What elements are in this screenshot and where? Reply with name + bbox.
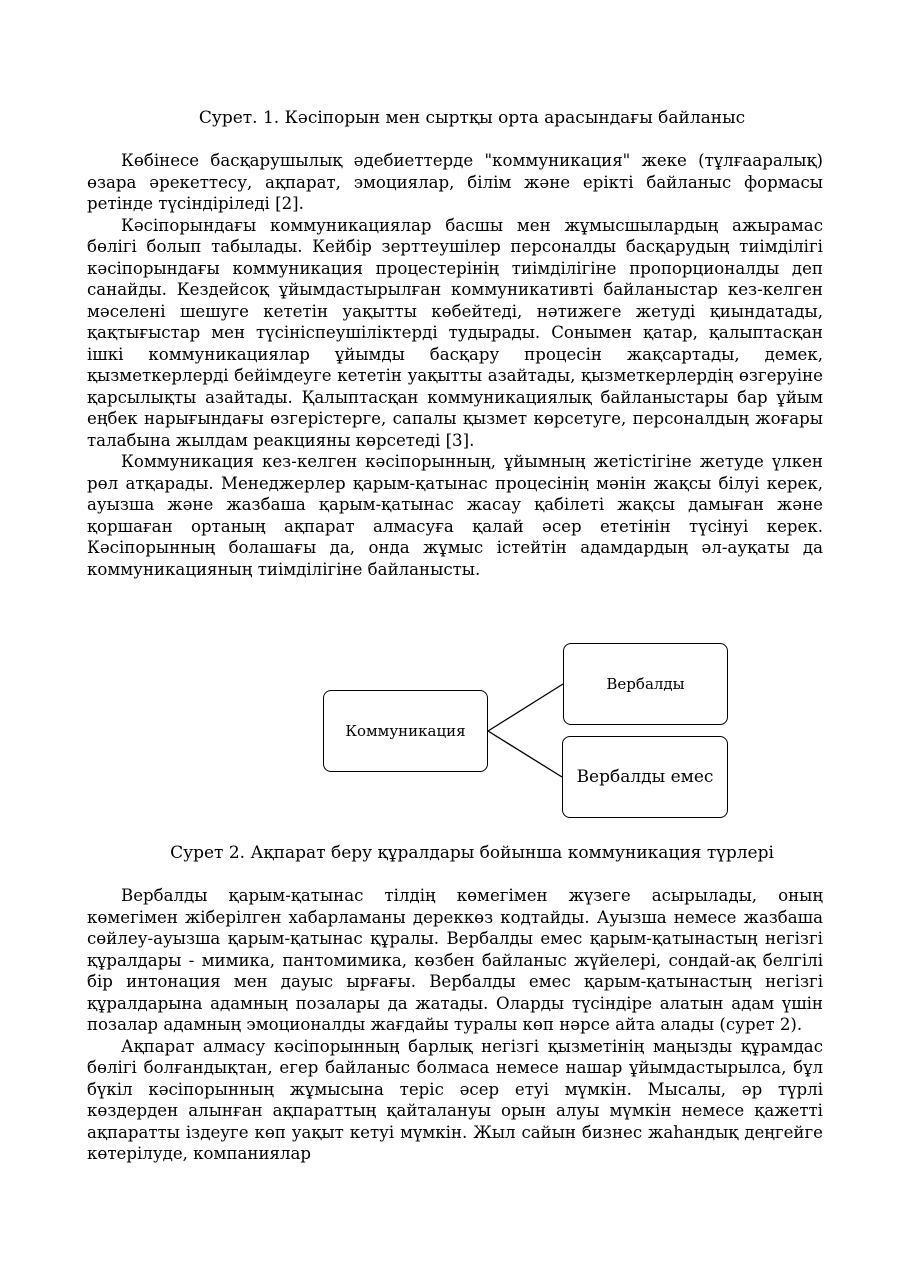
diagram-node-communication: Коммуникация [323,690,488,772]
text-section-1 [87,150,823,580]
paragraph-1: Көбінесе басқарушылық әдебиеттерде "коммуникация" жеке (тұлғааралық) өзара әрекеттесу, ақпарат, эмоциялар, білім және еріктi байланыс формасы ретінде түсіндіріледі [2]. [87,151,823,213]
paragraph-2: Кәсіпорындағы коммуникациялар басшы мен жұмысшылардың ажырамас бөлігі болып табылады. Кейбір зерттеушілер персоналды басқарудың тиімділігі кәсіпорындағы коммуникация процестерінің тиімділігіне пропорционалды деп санайды. Кездейсоқ ұйымдастырылған коммуникативті байланыстар кез-келген мәселені шешуге кететін уақытты көбейтеді, нәтижеге жетуді қиындатады, қақтығыстар мен түсініспеушіліктерді тудырады. Сонымен қатар, қалыптасқан ішкі коммуникациялар ұйымды басқару процесін жақсартады, демек, қызметкерлерді бейімдеуге кететін уақытты азайтады, қызметкерлердің өзгеруіне қарсылықты азайтады. Қалыптасқан коммуникациялық байланыстары бар ұйым еңбек нарығындағы өзгерістерге, сапалы қызмет көрсетуге, персоналдың жоғары талабына жылдам реакцияны көрсетеді [3]. [87,215,823,450]
figure-2-caption: Сурет 2. Ақпарат беру құралдары бойынша коммуникация түрлері [170,843,774,863]
diagram-node-verbal: Вербалды [563,643,728,725]
connector-verbal [488,684,563,731]
figure-1-caption: Сурет. 1. Кәсіпорын мен сыртқы орта арасындағы байланыс [198,108,746,128]
connector-nonverbal [488,731,562,777]
diagram-node-nonverbal: Вербалды емес [562,736,728,818]
text-section-2 [87,885,823,1165]
paragraph-5: Ақпарат алмасу кәсіпорынның барлық негізгі қызметінің маңызды құрамдас бөлігі болғандықтан, егер байланыс болмаса немесе нашар ұйымдастырылса, бұл бүкіл кәсіпорынның жұмысына теріс әсер етуі мүмкін. Мысалы, әр түрлі көздерден алынған ақпараттың қайталануы орын алуы мүмкін немесе қажетті ақпаратты іздеуге көп уақыт кетуі мүмкін. Жыл сайын бизнес жаһандық деңгейге көтерілуде, компаниялар [87,1036,823,1163]
paragraph-3: Коммуникация кез-келген кәсіпорынның, ұйымның жетістігіне жетуде үлкен рөл атқарады. Менеджерлер қарым-қатынас процесінің мәнін жақсы білуі керек, ауызша және жазбаша қарым-қатынас жасау қабілеті жақсы дамыған және қоршаған ортаның ақпарат алмасуға қалай әсер ететінін түсінуі керек. Кәсіпорынның болашағы да, онда жұмыс істейтін адамдардың әл-ауқаты да коммуникацияның тиімділігіне байланысты. [87,452,823,579]
communication-types-diagram [317,636,737,826]
paragraph-4: Вербалды қарым-қатынас тілдің көмегімен жүзеге асырылады, оның көмегімен жіберілген хабарламаны дереккөз кодтайды. Ауызша немесе жазбаша сөйлеу-ауызша қарым-қатынас құралы. Вербалды емес қарым-қатынастың негізгі құралдары - мимика, пантомимика, көзбен байланыс жүйелері, сондай-ақ белгілі бір интонация мен дауыс ырғағы. Вербалды емес қарым-қатынастың негізгі құралдарына адамның позалары да жатады. Оларды түсіндіре алатын адам үшін позалар адамның эмоционалды жағдайы туралы көп нәрсе айта алады (сурет 2). [87,886,823,1034]
